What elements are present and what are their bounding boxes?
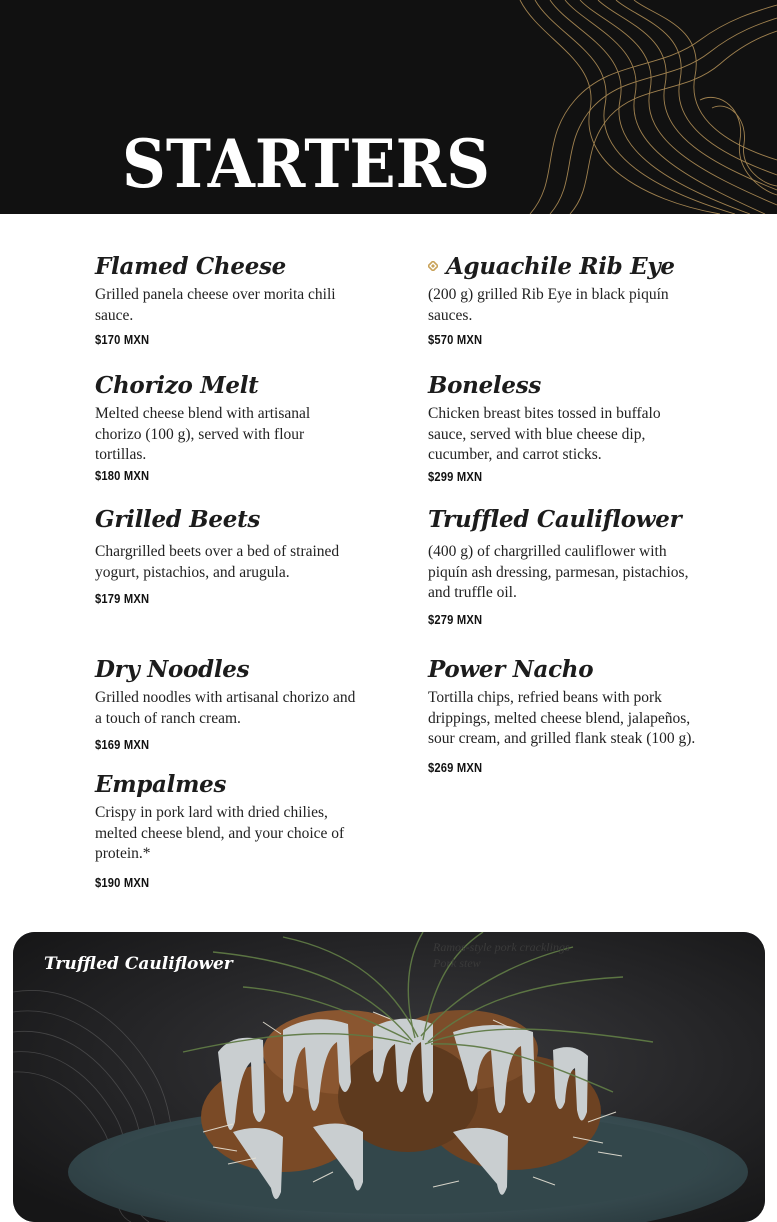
diamond-icon	[428, 261, 438, 271]
dish-photo-illustration	[13, 932, 765, 1222]
item-price: $170 MXN	[95, 332, 150, 347]
photo-note: Pork stew	[433, 956, 481, 970]
item-name: Power Nacho	[428, 656, 594, 683]
menu-item-truffled-cauliflower	[428, 506, 696, 628]
item-price: $169 MXN	[95, 737, 150, 752]
item-name: Boneless	[428, 372, 542, 399]
menu-item-dry-noodles	[95, 656, 357, 753]
item-description: Crispy in pork lard with dried chilies, melted cheese blend, and your choice of protein.*	[95, 804, 345, 862]
photo-caption: Truffled Cauliflower	[44, 954, 233, 974]
item-name: Grilled Beets	[95, 506, 261, 533]
item-description: (400 g) of chargrilled cauliflower with piquín ash dressing, parmesan, pistachios, and truffle oil.	[428, 543, 689, 601]
item-name: Empalmes	[95, 771, 227, 798]
item-price: $279 MXN	[428, 611, 483, 627]
menu-item-aguachile-rib-eye	[428, 253, 696, 348]
item-description: Grilled panela cheese over morita chili sauce.	[95, 286, 336, 324]
item-price: $570 MXN	[428, 332, 483, 347]
menu-item-chorizo-melt	[95, 372, 357, 484]
item-description: Grilled noodles with artisanal chorizo and a touch of ranch cream.	[95, 689, 356, 727]
item-name: Chorizo Melt	[95, 372, 259, 399]
menu-item-empalmes	[95, 771, 357, 891]
item-price: $269 MXN	[428, 759, 483, 775]
item-name: Aguachile Rib Eye	[446, 253, 675, 280]
photo-note: Ramos-style pork cracklings	[433, 940, 570, 954]
item-price: $190 MXN	[95, 874, 150, 890]
menu-item-boneless	[428, 372, 696, 485]
item-price: $179 MXN	[95, 591, 150, 606]
item-name: Dry Noodles	[95, 656, 250, 683]
item-price: $180 MXN	[95, 467, 150, 483]
item-name: Flamed Cheese	[95, 253, 287, 280]
item-description: Tortilla chips, refried beans with pork drippings, melted cheese blend, jalapeños, sour cream, and grilled flank steak (100 g).	[428, 689, 696, 747]
menu-item-flamed-cheese	[95, 253, 357, 348]
item-name: Truffled Cauliflower	[428, 506, 682, 533]
dish-photo	[13, 932, 765, 1222]
page-title: STARTERS	[122, 125, 490, 203]
menu-item-grilled-beets	[95, 506, 357, 607]
header-banner	[0, 0, 777, 214]
item-description: Melted cheese blend with artisanal chorizo (100 g), served with flour tortillas.	[95, 405, 311, 463]
item-description: Chicken breast bites tossed in buffalo sauce, served with blue cheese dip, cucumber, and carrot sticks.	[428, 405, 661, 463]
menu-item-power-nacho	[428, 656, 696, 776]
item-name-row	[428, 253, 696, 281]
item-price: $299 MXN	[428, 468, 483, 484]
item-description: Chargrilled beets over a bed of strained yogurt, pistachios, and arugula.	[95, 543, 340, 581]
item-description: (200 g) grilled Rib Eye in black piquín sauces.	[428, 286, 669, 324]
